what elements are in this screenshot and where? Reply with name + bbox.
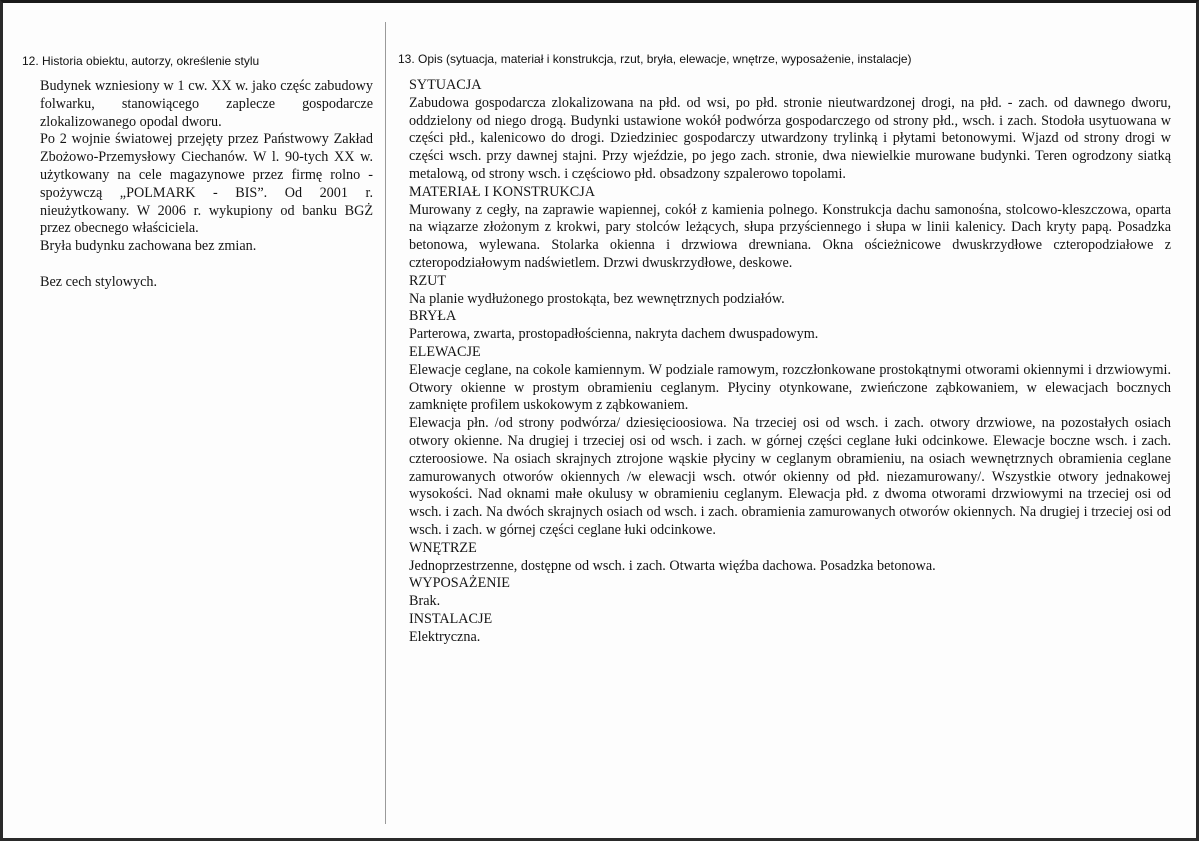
section-12-heading: 12. Historia obiektu, autorzy, określenie stylu [22, 54, 260, 68]
history-paragraph-3: Bryła budynku zachowana bez zmian. [40, 238, 257, 255]
column-divider [385, 22, 386, 824]
sytuacja-text: Zabudowa gospodarcza zlokalizowana na płd. od wsi, po płd. stronie nieutwardzonej drogi, na płd. - zach. od dawnego dworu, oddzielony od niego drogą. Budynki ustawione wokół podwórza gospodarczego od strony płd., wsch. i zach. Stodoła usytuowana w części płd., kalenicowo do drogi. Dziedziniec gospodarczy utwardzony trylinką i płytami betonowymi. Wjazd od strony drogi w części wsch. przy dawnej stajni. Przy wjeździe, po jego zach. stronie, dwa niewielkie murowane budynki. Teren ogrodzony siatką metalową, od strony wsch. i częściowo płd. obsadzony szpalerowo topolami. [409, 94, 1171, 182]
sytuacja-label: SYTUACJA [409, 77, 482, 93]
style-paragraph: Bez cech stylowych. [40, 273, 158, 290]
history-paragraph-1: Budynek wzniesiony w 1 cw. XX w. jako częśc zabudowy folwarku, stanowiącego zaplecze gospodarcze zlokalizowanego opodal dworu. [40, 78, 373, 130]
history-paragraph-2: Po 2 wojnie światowej przejęty przez Państwowy Zakład Zbożowo-Przemysłowy Ciechanów. W l. 90-tych XX w. użytkowany na cele magazynowe przez firmę rolno - spożywczą „POLMARK - BIS”. Od 2001 r. nieużytkowany. W 2006 r. wykupiony od banku BGŻ przez obecnego właściciela. [40, 131, 373, 237]
rzut-label: RZUT [409, 272, 447, 289]
instalacje-text: Elektryczna. [409, 628, 481, 645]
material-label: MATERIAŁ I KONSTRUKCJA [409, 183, 596, 200]
section-13-heading: 13. Opis (sytuacja, materiał i konstrukcja, rzut, bryła, elewacje, wnętrze, wyposażenie, instalacje) [398, 52, 912, 66]
bryla-text: Parterowa, zwarta, prostopadłościenna, nakryta dachem dwuspadowym. [409, 326, 819, 343]
section-13-body [409, 77, 1171, 647]
wnetrze-text: Jednoprzestrzenne, dostępne od wsch. i zach. Otwarta więźba dachowa. Posadzka betonowa. [409, 557, 936, 574]
material-text: Murowany z cegły, na zaprawie wapiennej, cokół z kamienia polnego. Konstrukcja dachu samonośna, stolcowo-kleszczowa, oparta na wiązarze złożonym z krokwi, pary stolców leżących, słupa przyściennego i słupa w linii kalenicy. Dach kryty papą. Posadzka betonowa, wylewana. Stolarka okienna i drzwiowa drewniana. Okna ościeżnicowe dwuskrzydłowe czteropodziałowe z czteropodziałowym nadświetlem. Drzwi dwuskrzydłowe, deskowe. [409, 201, 1171, 271]
elewacje-text-2: Elewacja płn. /od strony podwórza/ dziesięcioosiowa. Na trzeciej osi od wsch. i zach. otwory drzwiowe, na pozostałych osiach otwory okienne. Na drugiej i trzeciej osi od wsch. i zach. w górnej części ceglane łuki odcinkowe. Elewacje boczne wsch. i zach. czteroosiowe. Na osiach skrajnych ztrojone wąskie płyciny w ceglanym obramieniu, na osiach wewnętrznych obramienia ceglane zamurowanych otworów okiennych /w elewacji wsch. otwór okienny od płd. niezamurowany/. Wszystkie otwory jednakowej wysokości. Nad oknami małe okulusy w obramieniu ceglanym. Elewacja płd. z dwoma otworami drzwiowymi na trzeciej osi od wsch. i zach. Na dwóch skrajnych osiach od wsch. i zach. obramienia zamurowanych otworów okiennych. Na drugiej i trzeciej osi od wsch. i zach. w górnej części ceglane łuki odcinkowe. [409, 415, 1171, 538]
rzut-text: Na planie wydłużonego prostokąta, bez wewnętrznych podziałów. [409, 290, 785, 307]
wyposazenie-text: Brak. [409, 593, 441, 610]
instalacje-label: INSTALACJE [409, 610, 493, 627]
elewacje-text-1: Elewacje ceglane, na cokole kamiennym. W podziale ramowym, rozczłonkowane prostokątnymi otworami okiennymi i drzwiowymi. Otwory okienne w prostym obramieniu ceglanym. Płyciny otynkowane, zwieńczone ząbkowaniem, w elewacjach bocznych zamknięte profilem uskokowym z ząbkowaniem. [409, 361, 1171, 414]
elewacje-label: ELEWACJE [409, 343, 481, 360]
section-12-body [40, 78, 373, 292]
bryla-label: BRYŁA [409, 308, 457, 325]
wyposazenie-label: WYPOSAŻENIE [409, 575, 510, 592]
wnetrze-label: WNĘTRZE [409, 539, 477, 556]
